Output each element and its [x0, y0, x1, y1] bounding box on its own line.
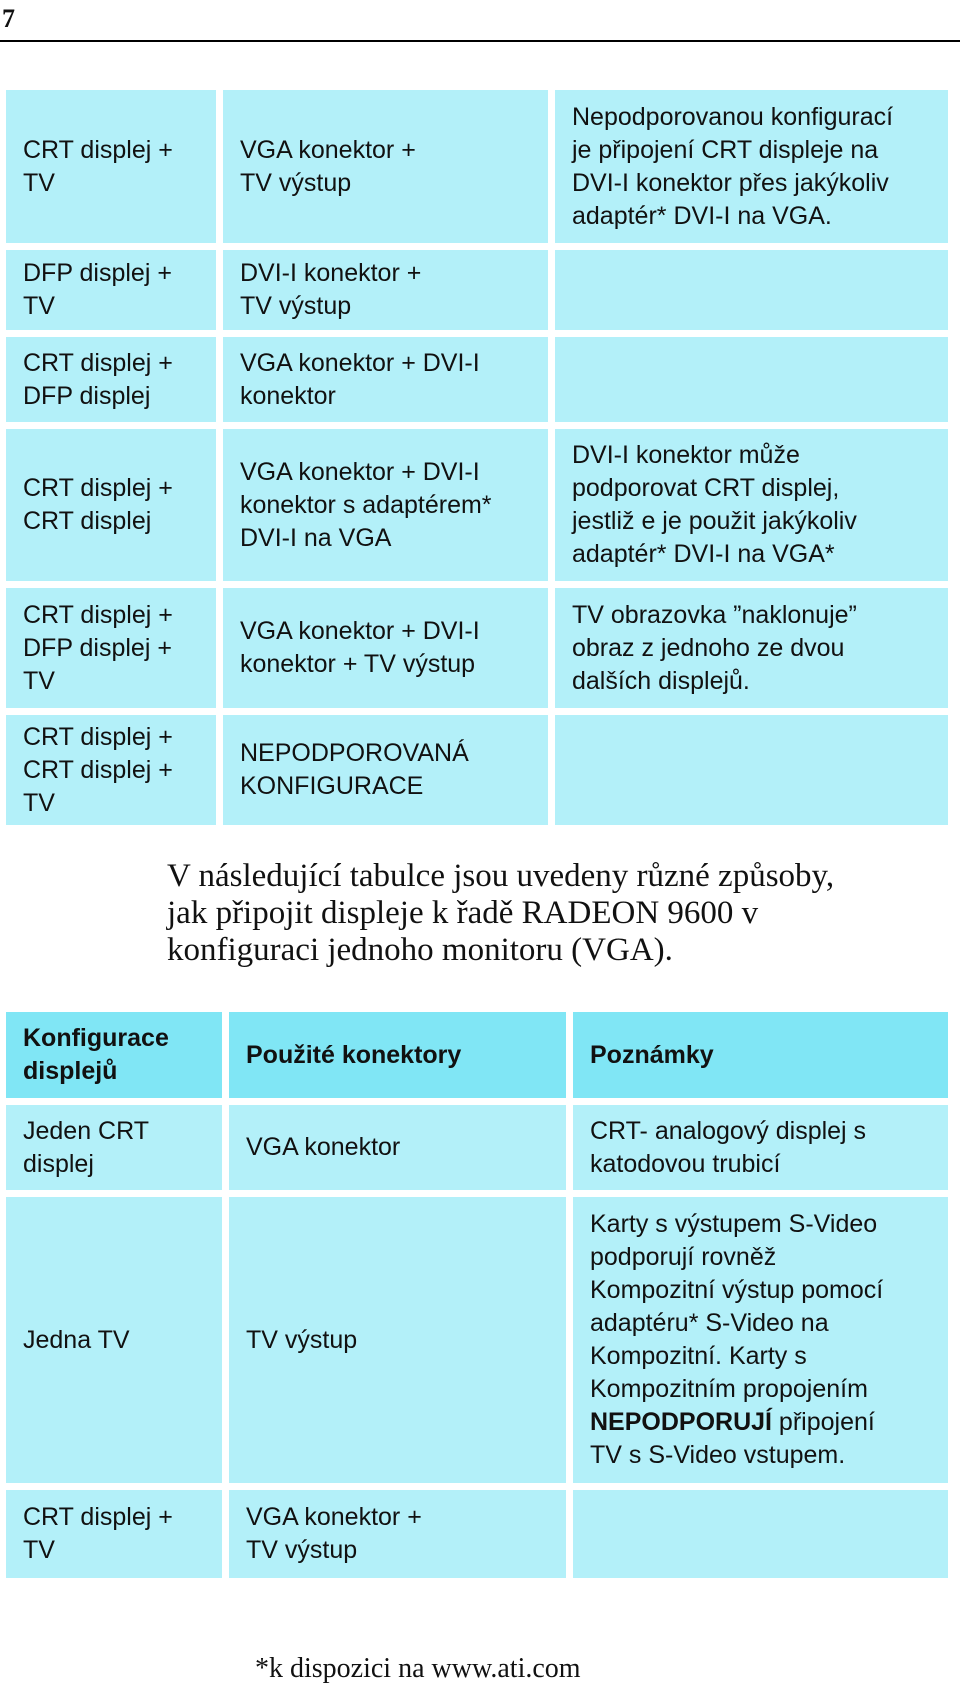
page-number: 7: [2, 4, 15, 33]
table-cell: CRT displej + DFP displej: [6, 337, 216, 422]
table-cell: DVI-I konektor může podporovat CRT displej, jestliž e je použit jakýkoliv adaptér* DVI-I na VGA*: [555, 429, 948, 581]
footnote: *k dispozici na www.ati.com: [255, 1653, 581, 1684]
table-cell: VGA konektor + DVI-I konektor + TV výstup: [223, 588, 548, 708]
table-cell: Nepodporovanou konfigurací je připojení CRT displeje na DVI-I konektor přes jakýkoliv adaptér* DVI-I na VGA.: [555, 90, 948, 243]
table-cell: DFP displej + TV: [6, 250, 216, 330]
table-cell: VGA konektor: [229, 1105, 566, 1190]
table-cell: Karty s výstupem S-Video podporují rovněž Kompozitní výstup pomocí adaptéru* S-Video na Kompozitní. Karty s Kompozitním propojením NEPODPORUJÍ připojení TV s S-Video vstupem.: [573, 1197, 948, 1483]
table-header: Konfigurace displejů: [6, 1012, 222, 1098]
table-cell: NEPODPOROVANÁ KONFIGURACE: [223, 715, 548, 825]
table-cell: [555, 337, 948, 422]
table-cell: Jedna TV: [6, 1197, 222, 1483]
table-cell: VGA konektor + DVI-I konektor s adaptérem* DVI-I na VGA: [223, 429, 548, 581]
table-cell: [555, 715, 948, 825]
table-cell: CRT displej + DFP displej + TV: [6, 588, 216, 708]
table-cell: CRT displej + TV: [6, 1490, 222, 1578]
header-rule: [0, 40, 960, 42]
intro-paragraph: V následující tabulce jsou uvedeny různé způsoby, jak připojit displeje k řadě RADEON 9600 v konfiguraci jednoho monitoru (VGA).: [167, 858, 835, 968]
table-cell: CRT displej + TV: [6, 90, 216, 243]
table-header: Použité konektory: [229, 1012, 566, 1098]
table-cell: CRT displej + CRT displej: [6, 429, 216, 581]
table-cell: DVI-I konektor + TV výstup: [223, 250, 548, 330]
table-header: Poznámky: [573, 1012, 948, 1098]
table-cell: VGA konektor + TV výstup: [229, 1490, 566, 1578]
table-cell: TV výstup: [229, 1197, 566, 1483]
table-cell: VGA konektor + TV výstup: [223, 90, 548, 243]
table-cell: VGA konektor + DVI-I konektor: [223, 337, 548, 422]
emphasis-text: NEPODPORUJÍ: [590, 1408, 772, 1436]
table-cell: TV obrazovka ”naklonuje” obraz z jednoho ze dvou dalších displejů.: [555, 588, 948, 708]
table-cell: [555, 250, 948, 330]
table-cell: [573, 1490, 948, 1578]
table-cell: Jeden CRT displej: [6, 1105, 222, 1190]
table-cell: CRT displej + CRT displej + TV: [6, 715, 216, 825]
table-cell: CRT- analogový displej s katodovou trubicí: [573, 1105, 948, 1190]
